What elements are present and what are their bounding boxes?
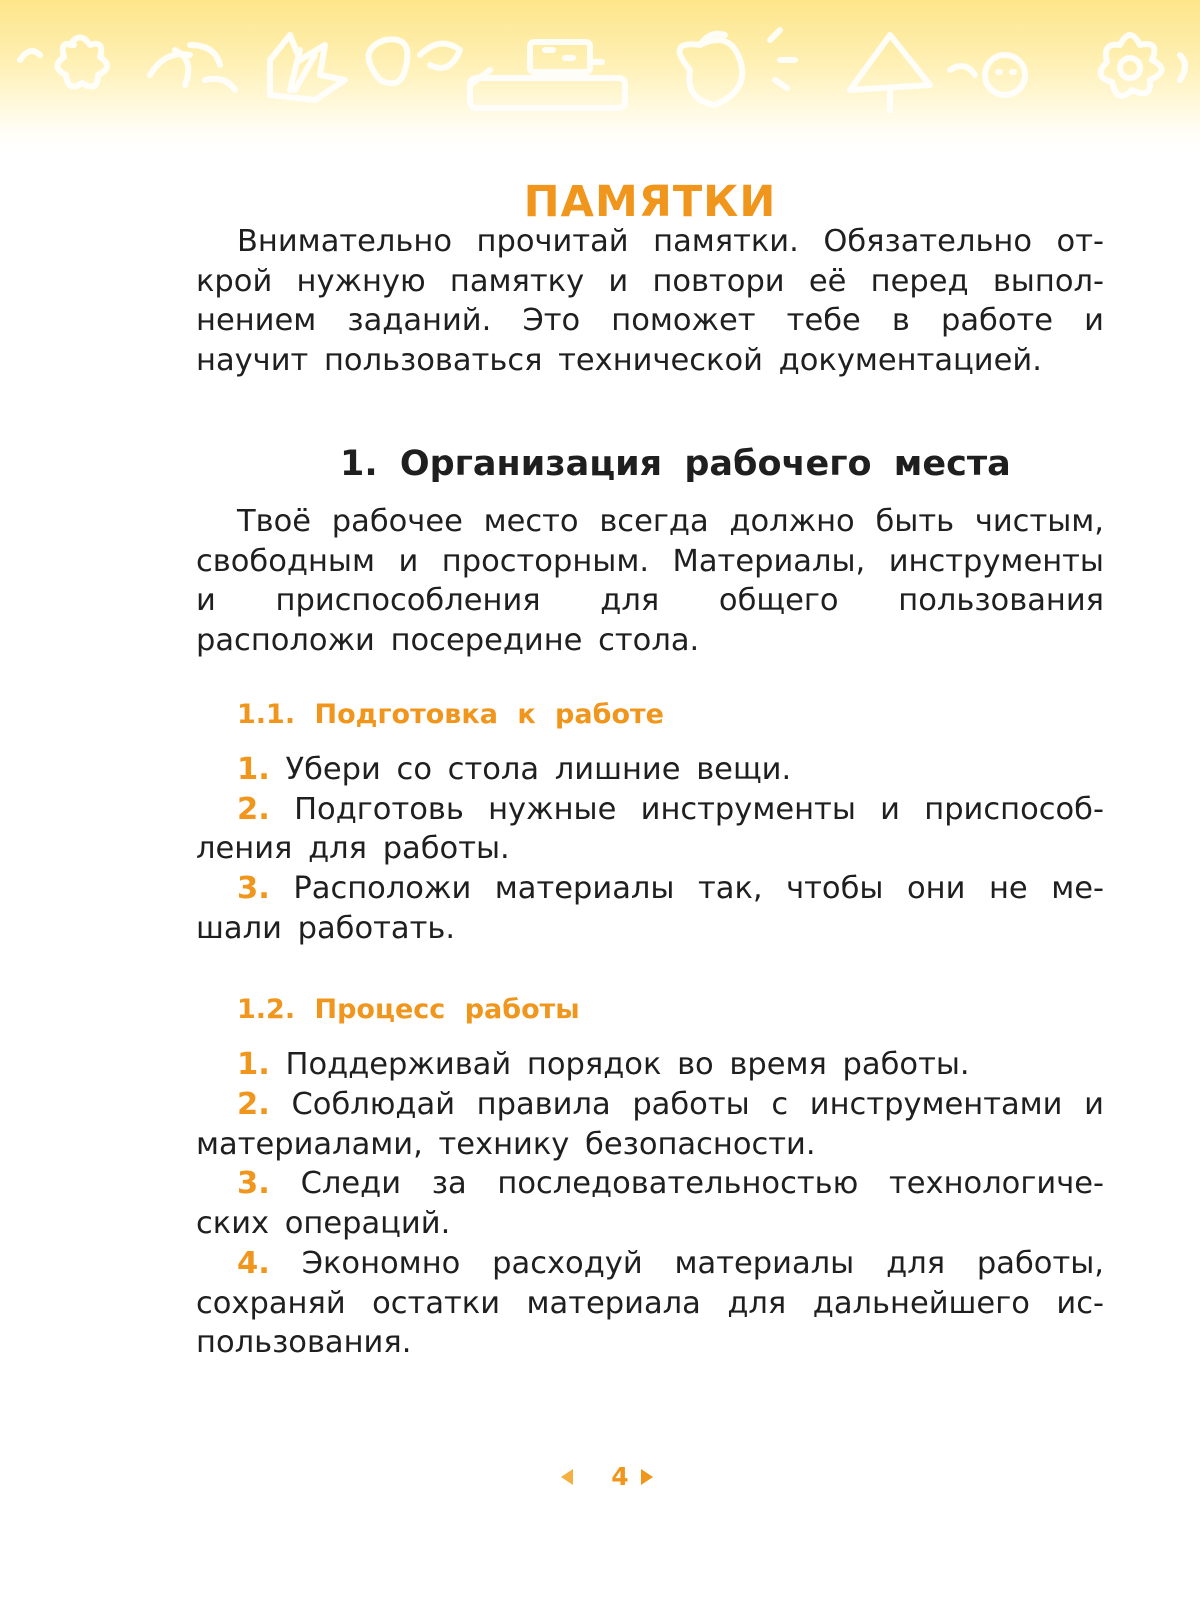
intro-paragraph <box>196 222 1104 381</box>
subsection-heading-preparation: 1.1. Подготовка к работе <box>237 698 664 730</box>
decorative-header-banner <box>0 0 1200 150</box>
page-content <box>196 222 1105 1361</box>
list-item-text: Расположи материалы так, чтобы они не мешали работать. <box>196 870 1104 946</box>
list-item <box>196 1045 1104 1085</box>
list-item <box>196 869 1104 948</box>
list-item-number: 3. <box>237 1166 270 1202</box>
list-item <box>196 750 1104 790</box>
list-item-text: Следи за последовательностью технологических операций. <box>196 1166 1104 1242</box>
list-item <box>196 790 1104 869</box>
list-item <box>196 1085 1104 1164</box>
section-body <box>196 502 1104 1363</box>
page-title: ПАМЯТКИ <box>523 176 777 227</box>
subsection-heading-process: 1.2. Процесс работы <box>237 994 580 1026</box>
list-item-text: Экономно расходуй материалы для работы, сохраняй остатки материала для дальнейшего использования. <box>196 1245 1104 1361</box>
list-item-text: Убери со стола лишние вещи. <box>285 751 792 787</box>
section-paragraph <box>196 502 1104 661</box>
list-item-text: Поддерживай порядок во время работы. <box>285 1047 970 1083</box>
previous-page-icon[interactable] <box>560 1468 574 1486</box>
intro-text: Внимательно прочитай памятки. Обязательно открой нужную памятку и повтори её перед выполнением заданий. Это поможет тебе в работе и научит пользоваться технической документацией. <box>196 224 1104 379</box>
list-item-number: 4. <box>237 1245 270 1281</box>
list-item-number: 2. <box>237 1087 270 1123</box>
doodle-pattern-icon <box>0 0 1200 150</box>
list-item-number: 1. <box>237 751 270 787</box>
list-item-number: 2. <box>237 791 270 827</box>
process-list <box>196 1045 1104 1363</box>
page-navigator <box>560 1462 680 1492</box>
next-page-icon[interactable] <box>640 1468 654 1486</box>
list-item-text: Подготовь нужные инструменты и приспособления для работы. <box>196 791 1105 867</box>
list-item-text: Соблюдай правила работы с инструментами и материалами, технику безопасности. <box>196 1087 1104 1162</box>
list-item <box>196 1244 1104 1363</box>
list-item-number: 3. <box>237 870 270 906</box>
page-number: 4 <box>611 1462 629 1491</box>
list-item <box>196 1164 1104 1243</box>
list-item-number: 1. <box>237 1047 270 1083</box>
preparation-list <box>196 750 1104 949</box>
section-text: Твоё рабочее место всегда должно быть чистым, свободным и просторным. Материалы, инструменты и приспособления для общего пользования расположи посередине стола. <box>196 504 1104 659</box>
section-heading: 1. Организация рабочего места <box>340 444 1011 484</box>
